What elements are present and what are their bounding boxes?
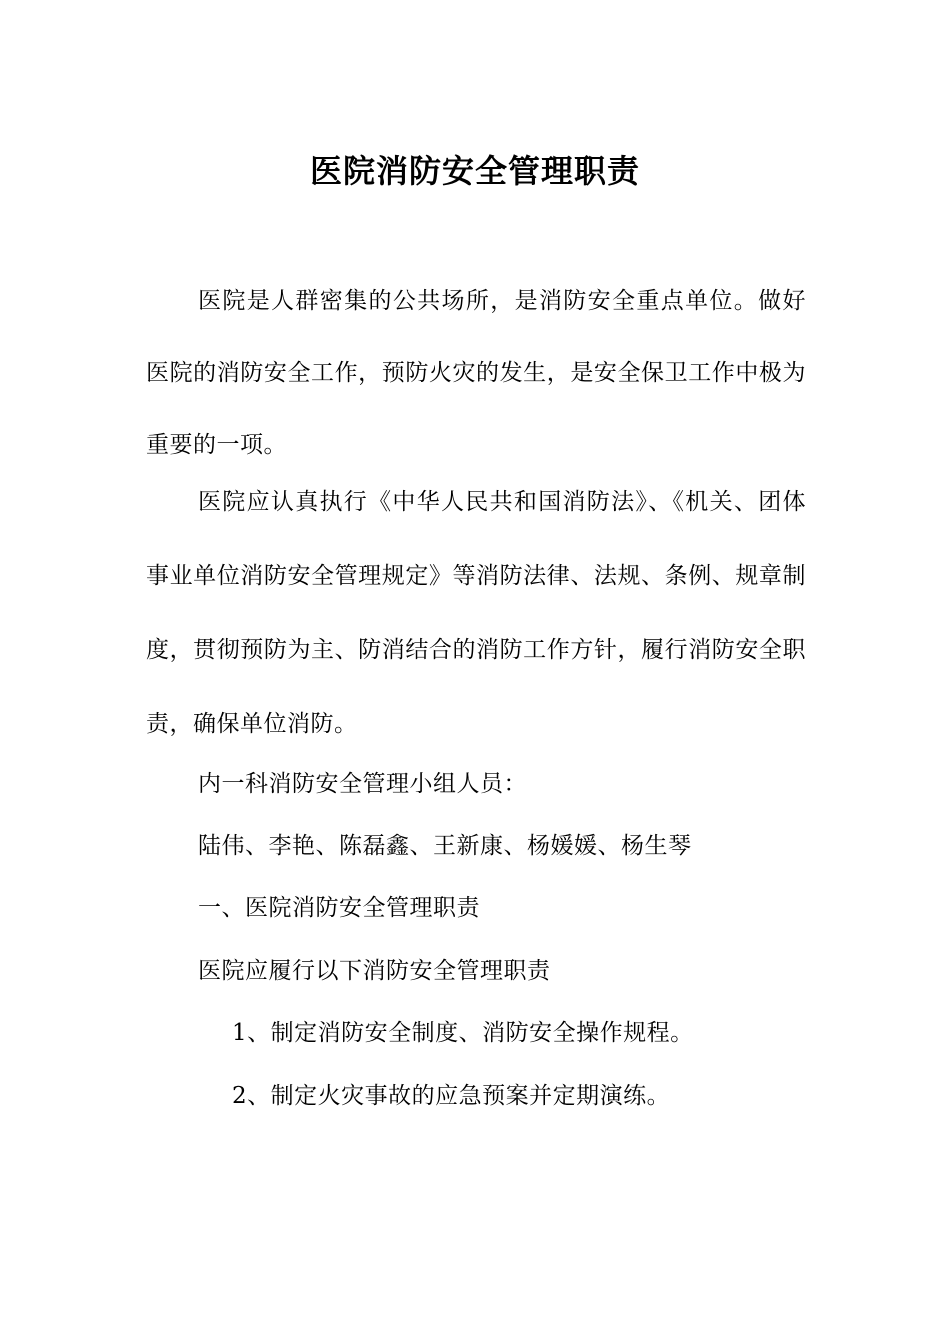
paragraph-laws: 医院应认真执行《中华人民共和国消防法》、《机关、团体事业单位消防安全管理规定》等消防法律、法规、条例、规章制度，贯彻预防为主、防消结合的消防工作方针，履行消防安全职责，确保单位消防。: [146, 489, 806, 737]
document-title: 医院消防安全管理职责: [309, 152, 640, 191]
list-item: 1、制定消防安全制度、消防安全操作规程。: [232, 1020, 694, 1046]
group-label: 内一科消防安全管理小组人员：: [198, 771, 527, 797]
list-item: 2、制定火灾事故的应急预案并定期演练。: [232, 1083, 671, 1109]
group-members: 陆伟、李艳、陈磊鑫、王新康、杨媛媛、杨生琴: [198, 833, 692, 859]
section-heading: 一、医院消防安全管理职责: [198, 895, 480, 921]
paragraph-intro: 医院是人群密集的公共场所，是消防安全重点单位。做好医院的消防安全工作，预防火灾的发生，是安全保卫工作中极为重要的一项。: [146, 288, 806, 458]
section-intro: 医院应履行以下消防安全管理职责: [198, 958, 551, 984]
